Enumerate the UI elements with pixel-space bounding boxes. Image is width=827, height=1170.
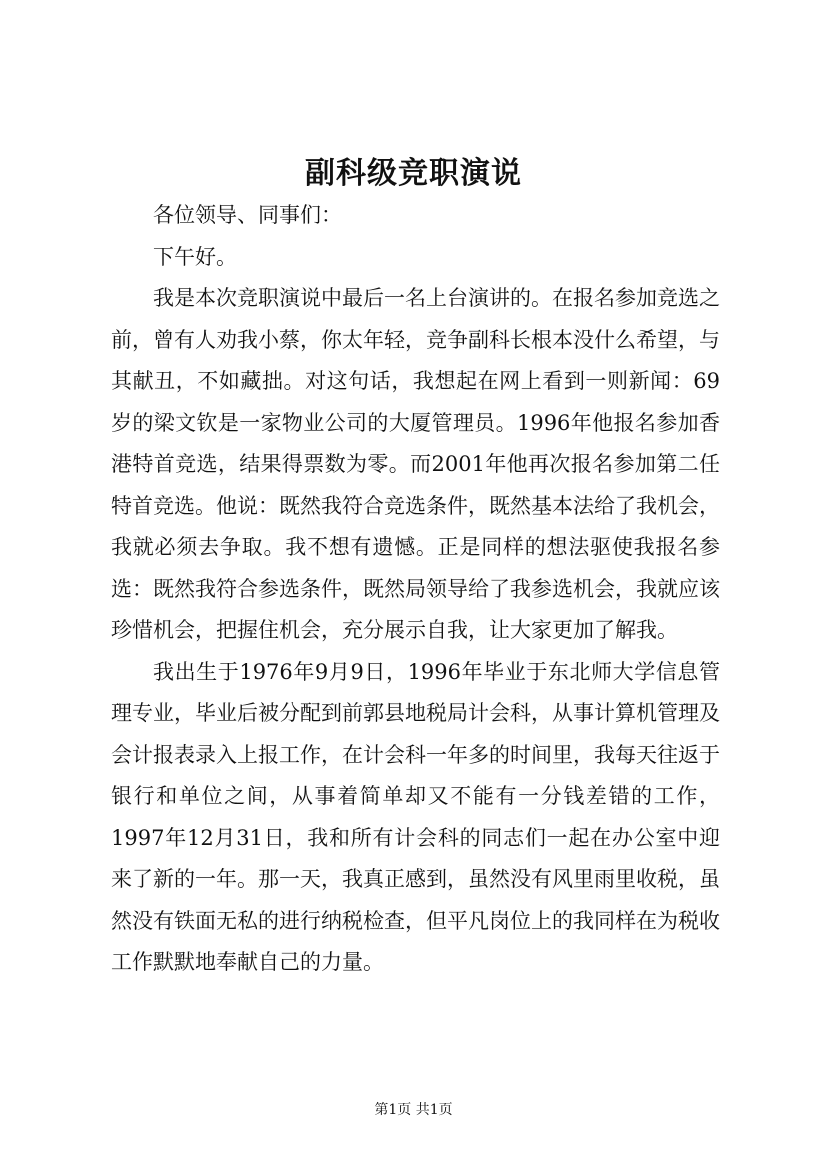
document-body [111,195,720,984]
document-title: 副科级竞职演说 [305,156,522,191]
body-paragraph-1: 我是本次竞职演说中最后一名上台演讲的。在报名参加竞选之前，曾有人劝我小蔡，你太年轻，竞争副科长根本没什么希望，与其献丑，不如藏拙。对这句话，我想起在网上看到一则新闻：69岁的梁文钦是一家物业公司的大厦管理员。1996年他报名参加香港特首竞选，结果得票数为零。而2001年他再次报名参加第二任特首竞选。他说：既然我符合竞选条件，既然基本法给了我机会，我就必须去争取。我不想有遗憾。正是同样的想法驱使我报名参选：既然我符合参选条件，既然局领导给了我参选机会，我就应该珍惜机会，把握住机会，充分展示自我，让大家更加了解我。 [111,286,720,642]
salutation-paragraph: 下午好。 [153,244,237,269]
page-number-footer: 第1页 共1页 [374,1102,453,1118]
greeting-paragraph: 各位领导、同事们： [153,203,342,227]
body-paragraph-2: 我出生于1976年9月9日，1996年毕业于东北师大学信息管理专业，毕业后被分配到前郭县地税局计会科，从事计算机管理及会计报表录入上报工作，在计会科一年多的时间里，我每天往返于银行和单位之间，从事着简单却又不能有一分钱差错的工作，1997年12月31日，我和所有计会科的同志们一起在办公室中迎来了新的一年。那一天，我真正感到，虽然没有风里雨里收税，虽然没有铁面无私的进行纳税检查，但平凡岗位上的我同样在为税收工作默默地奉献自己的力量。 [111,659,720,974]
